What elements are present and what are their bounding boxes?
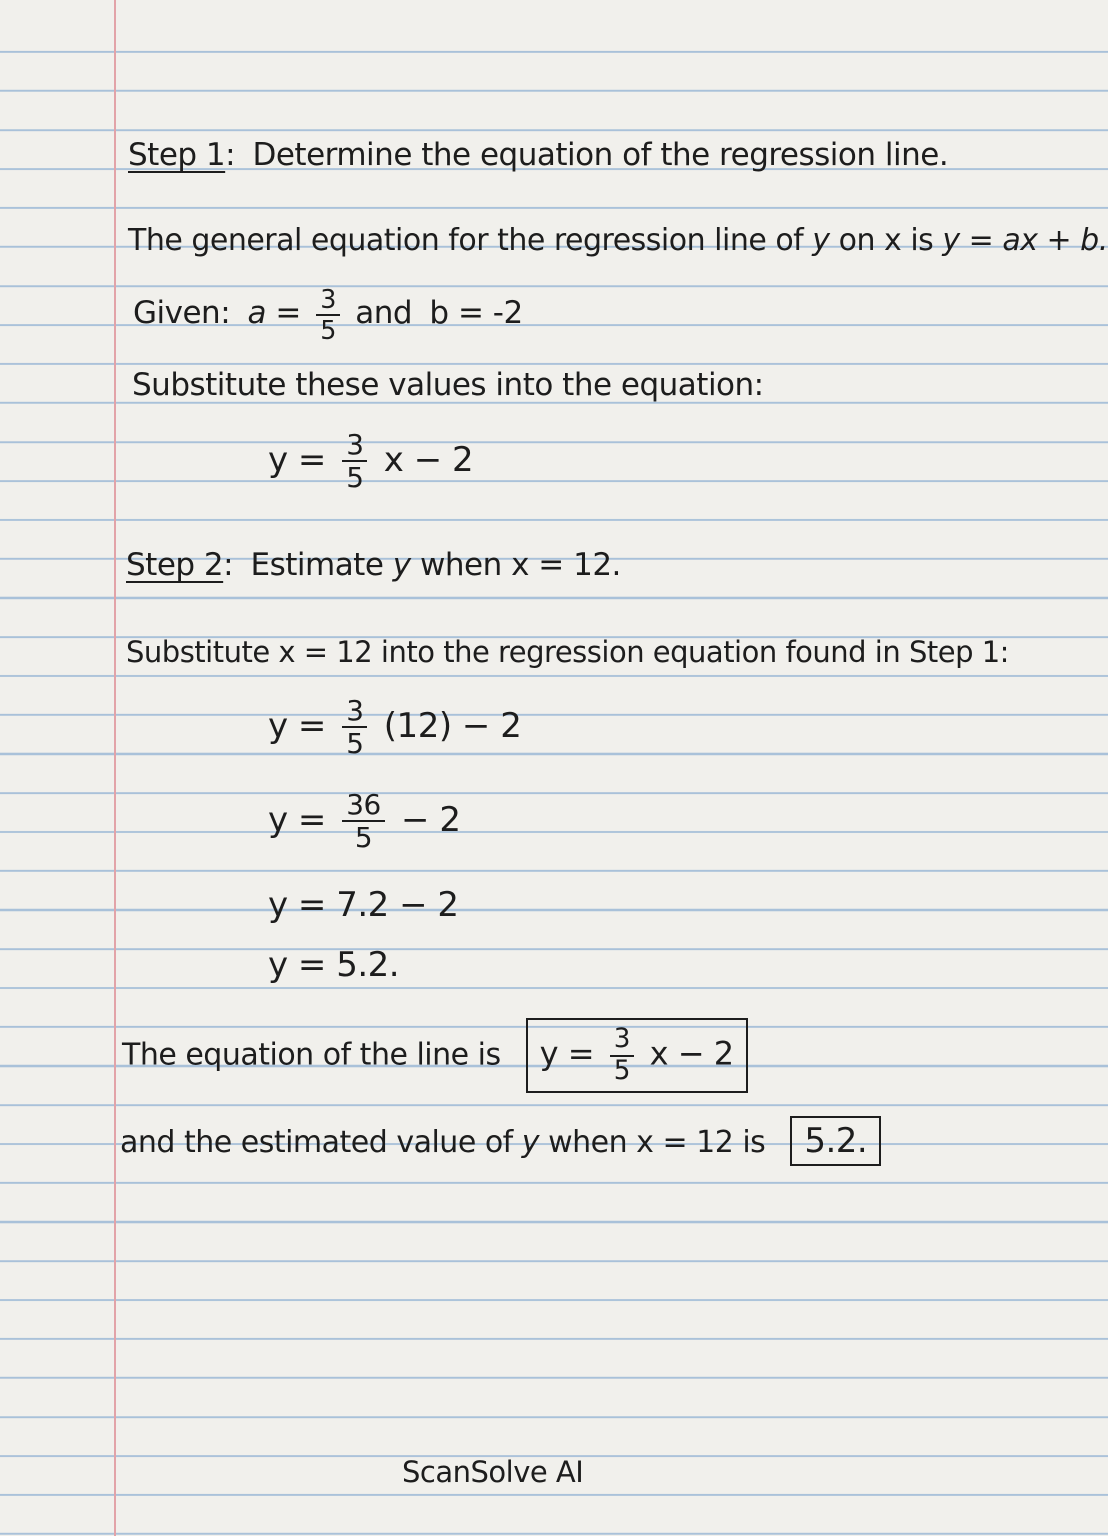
conclusion-equation-row [122,1018,748,1093]
calc1-lhs: y = [268,705,326,746]
calc4-text: y = 5.2. [268,945,400,985]
step2-heading-a: Estimate [250,547,384,583]
calc2-lhs: y = [268,799,326,840]
boxed-denominator: 5 [613,1055,630,1086]
page-margin-line [114,0,116,1536]
step1-heading: Determine the equation of the regression line. [252,137,949,173]
calc2-numerator: 36 [342,790,384,822]
eq-fraction [342,430,367,493]
eq-denominator: 5 [346,461,364,495]
estimate-text-a: and the estimated value of [120,1125,513,1160]
calc3-text: y = 7.2 − 2 [268,885,459,925]
general-is: is [910,223,934,258]
footer-brand [402,1455,584,1489]
general-equation: y = ax + b. [942,223,1108,258]
calc2-denominator: 5 [354,821,373,855]
calc1-rhs: (12) − 2 [383,705,522,746]
calc1-denominator: 5 [346,727,364,761]
substitute-values-text: Substitute these values into the equation: [132,367,764,403]
calc2-rhs: − 2 [401,799,461,840]
general-y: y [812,223,830,258]
calc-line-1 [268,696,521,759]
boxed-estimate-value: 5.2. [790,1116,881,1166]
conclusion-line-text: The equation of the line is [122,1037,501,1073]
substitute-values-row [132,367,764,403]
a-numerator: 3 [316,286,340,316]
step2-heading-b: when x = 12. [420,547,621,583]
calc-line-3 [268,885,459,925]
step2-label: Step 2 [126,547,224,583]
boxed-lhs: y = [539,1034,595,1073]
boxed-numerator: 3 [610,1026,634,1057]
substitute-x-row [126,635,1009,669]
conclusion-estimate-row [120,1116,881,1166]
and-word: and [355,295,413,332]
calc2-fraction [342,790,384,853]
general-on: on [838,223,875,258]
a-fraction [316,286,340,343]
step2-colon: : [223,547,234,583]
b-equation: b = -2 [429,295,523,332]
given-label: Given: [133,295,231,332]
step1-colon: : [225,137,236,173]
eq-numerator: 3 [342,430,367,462]
regression-equation-row [268,430,473,493]
given-row [133,286,523,343]
estimate-text-b: when x = 12 is [548,1125,766,1160]
brand-text: ScanSolve AI [402,1455,584,1489]
step1-label: Step 1 [128,137,226,173]
general-text: The general equation for the regression line of [128,223,804,258]
calc1-fraction [342,696,367,759]
a-denominator: 5 [320,314,336,345]
substitute-x-text: Substitute x = 12 into the regression equation found in Step 1: [126,635,1009,669]
boxed-rhs: x − 2 [649,1034,734,1073]
general-x: x [884,223,902,258]
eq-lhs: y = [268,439,326,480]
general-equation-row [128,223,1108,258]
step1-heading-row [128,137,949,173]
calc1-numerator: 3 [342,696,367,728]
boxed-fraction [610,1026,634,1085]
a-lhs: a = [247,295,301,332]
step2-heading-row [126,547,621,583]
calc-line-4 [268,945,400,985]
boxed-equation [526,1018,748,1093]
eq-rhs: x − 2 [383,439,474,480]
calc-line-2 [268,790,460,853]
step2-heading-y: y [392,547,411,583]
estimate-y: y [521,1125,540,1160]
